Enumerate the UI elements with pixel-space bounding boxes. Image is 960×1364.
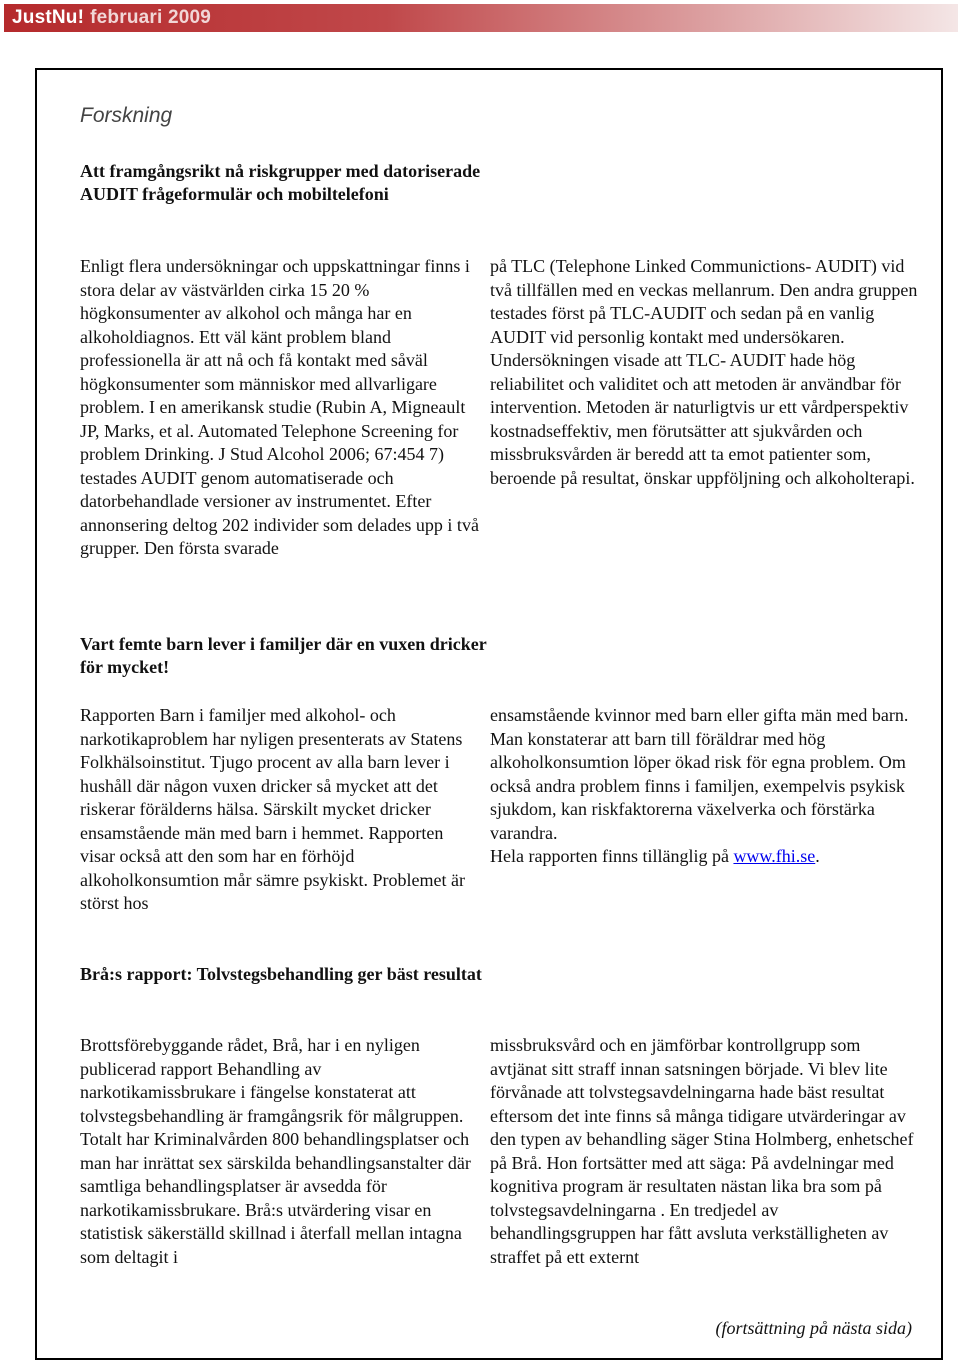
article-3-right-column: missbruksvård och en jämförbar kontrollgrupp som avtjänat sitt straff innan satsningen började. Vi blev lite förvånade att tolvstegsavdelningarna hade bäst resultat eftersom det inte finns så många tidigare utvärderingar av den typen av behandling säger Stina Holmberg, enhetschef på Brå. Hon fortsätter med att säga: På avdelningar med kognitiva program är resultaten nästan lika bra som på tolvstegsavdelningarna . En tredjedel av behandlingsgruppen har fått avsluta verkställigheten av straffet på ett externt [490, 1035, 914, 1267]
article-1-right-column: på TLC (Telephone Linked Communictions- AUDIT) vid två tillfällen med en veckas mellanrum. Den andra gruppen testades först på TLC-AUDIT och sedan på en vanlig AUDIT vid personlig kontakt med undersökaren. Undersökningen visade att TLC- AUDIT hade hög reliabilitet och validitet och att metoden är användbar för intervention. Metoden är naturligtvis ur ett vårdperspektiv kostnadseffektiv, men förutsätter att sjukvården och missbruksvården är beredd att ta emot patienter som, beroende på resultat, önskar uppföljning och alkoholterapi. [490, 256, 918, 488]
article-2-right-column [490, 704, 920, 869]
article-2-title: Vart femte barn lever i familjer där en vuxen dricker för mycket! [80, 634, 487, 677]
banner-title [12, 7, 211, 29]
article-1-title: Att framgångsrikt nå riskgrupper med datoriserade AUDIT frågeformulär och mobiltelefoni [80, 161, 481, 204]
article-3-title: Brå:s rapport: Tolvstegsbehandling ger bäst resultat [80, 964, 482, 984]
fhi-link[interactable]: www.fhi.se [733, 846, 816, 866]
article-2-link-prefix: Hela rapporten finns tillänglig på [490, 846, 734, 866]
article-2-right-text: ensamstående kvinnor med barn eller gifta män med barn. Man konstaterar att barn till föräldrar med hög alkoholkonsumtion löper ökad risk för egna problem. Om också andra problem finns i familjen, exempelvis psykisk sjukdom, kan riskfaktorerna växelverka och förstärka varandra. [490, 705, 909, 843]
article-2-link-suffix: . [815, 846, 820, 866]
article-3-left-column: Brottsförebyggande rådet, Brå, har i en nyligen publicerad rapport Behandling av narkotikamissbrukare i fängelse konstaterat att tolvstegsbehandling är framgångsrik för målgruppen. Totalt har Kriminalvården 800 behandlingsplatser och man har inrättat sex särskilda behandlingsanstalter där samtliga behandlingsplatser är avsedda för narkotikamissbrukare. Brå:s utvärdering visar en statistisk säkerställd skillnad i återfall mellan intagna som deltagit i [80, 1035, 471, 1267]
article-2-left-column: Rapporten Barn i familjer med alkohol- och narkotikaproblem har nyligen presenterats av Statens Folkhälsoinstitut. Tjugo procent av alla barn lever i hushåll där någon vuxen dricker så mycket att det riskerar förälderns hälsa. Särskilt mycket dricker ensamstående män med barn i hemmet. Rapporten visar också att den som har en förhöjd alkoholkonsumtion mår sämre psykiskt. Problemet är störst hos [80, 705, 465, 913]
continued-note: (fortsättning på nästa sida) [715, 1318, 912, 1338]
banner-brand: JustNu! [12, 7, 85, 28]
header-banner [4, 4, 958, 32]
section-label: Forskning [80, 104, 173, 127]
banner-date: februari 2009 [90, 7, 212, 28]
article-1-left-column: Enligt flera undersökningar och uppskattningar finns i stora delar av västvärlden cirka 15 20 % högkonsumenter av alkohol och många har en alkoholdiagnos. Ett väl känt problem bland professionella är att nå och få kontakt med såväl högkonsumenter som människor med allvarligare problem. I en amerikansk studie (Rubin A, Migneault JP, Marks, et al. Automated Telephone Screening for problem Drinking. J Stud Alcohol 2006; 67:454 7) testades AUDIT genom automatiserade och datorbehandlade versioner av instrumentet. Efter annonsering deltog 202 individer som delades upp i två grupper. Den första svarade [80, 256, 479, 558]
